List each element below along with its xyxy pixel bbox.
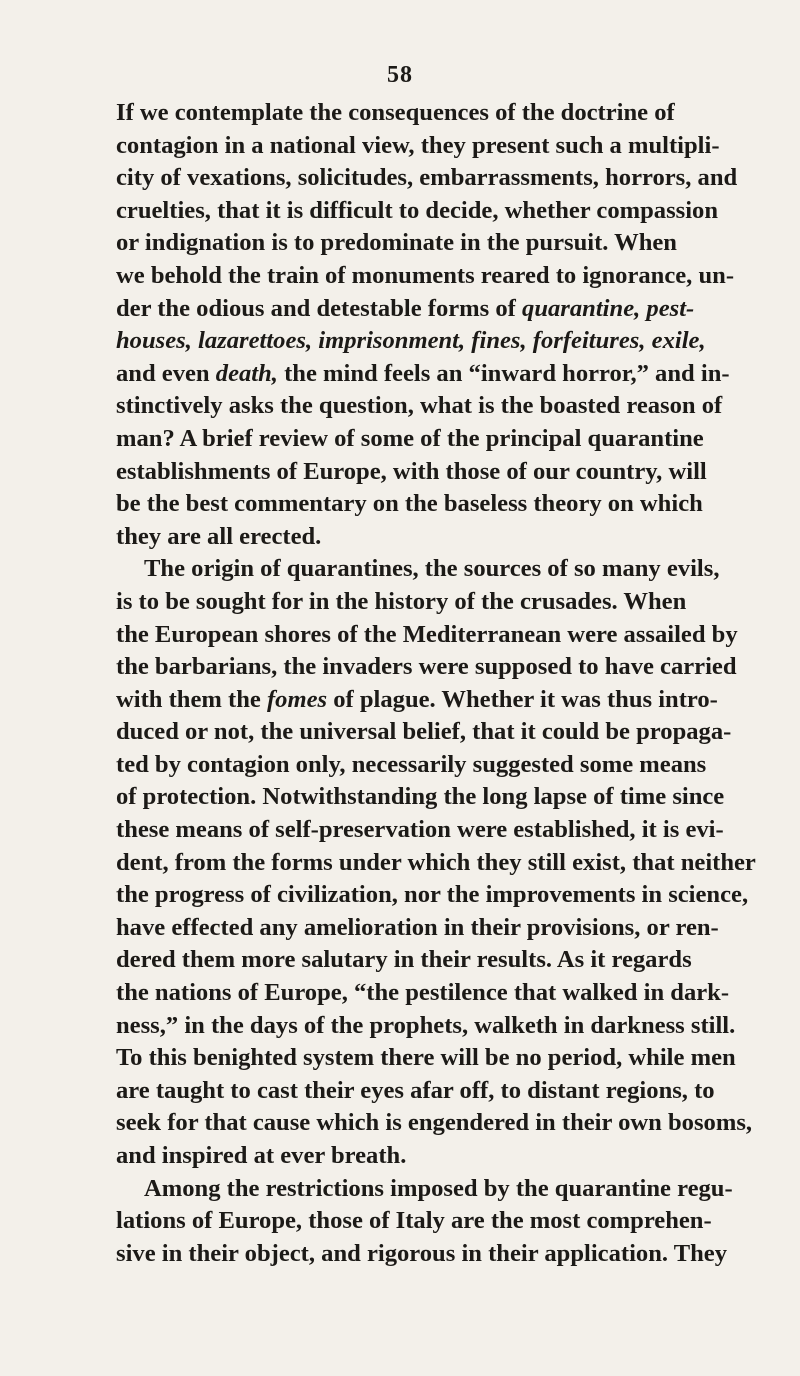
text-line: stinctively asks the question, what is the boasted reason of bbox=[116, 392, 723, 420]
text-line: If we contemplate the consequences of the doctrine of bbox=[116, 99, 675, 126]
text-line: with them the fomes of plague. Whether it was thus intro- bbox=[116, 685, 718, 713]
text-line: the barbarians, the invaders were supposed to have carried bbox=[116, 653, 737, 681]
text-line: and even death, the mind feels an “inward horror,” and in- bbox=[116, 359, 730, 387]
text-line: dent, from the forms under which they still exist, that neither bbox=[116, 848, 756, 876]
text-line: is to be sought for in the history of the crusades. When bbox=[116, 587, 687, 615]
text-line: ted by contagion only, necessarily suggested some means bbox=[116, 750, 707, 778]
italic-text: fomes bbox=[266, 685, 328, 713]
text-line: To this benighted system there will be no period, while men bbox=[116, 1044, 736, 1072]
text-line: ness,” in the days of the prophets, walketh in darkness still. bbox=[116, 1011, 736, 1039]
text-line: duced or not, the universal belief, that it could be propaga- bbox=[116, 718, 732, 746]
text-line: seek for that cause which is engendered in their own bosoms, bbox=[116, 1109, 753, 1137]
text-line: establishments of Europe, with those of our country, will bbox=[116, 457, 707, 485]
text-line: and inspired at ever breath. bbox=[116, 1142, 407, 1169]
text-line: sive in their object, and rigorous in their application. They bbox=[116, 1239, 728, 1267]
text-line: the progress of civilization, nor the improvements in science, bbox=[116, 881, 749, 909]
page-number: 58 bbox=[387, 62, 413, 88]
text-line: dered them more salutary in their results. As it regards bbox=[116, 946, 692, 974]
text-line: lations of Europe, those of Italy are the most comprehen- bbox=[116, 1207, 712, 1235]
paragraph bbox=[116, 553, 800, 1172]
text-line: city of vexations, solicitudes, embarrassments, horrors, and bbox=[116, 164, 738, 192]
text-line: Among the restrictions imposed by the quarantine regu- bbox=[144, 1174, 733, 1202]
italic-text: quarantine, pest- bbox=[522, 294, 695, 322]
paragraph bbox=[116, 1173, 800, 1271]
paragraph bbox=[116, 97, 800, 553]
text-line: are taught to cast their eyes afar off, to distant regions, to bbox=[116, 1076, 715, 1104]
text-line bbox=[116, 325, 800, 358]
text-line: contagion in a national view, they present such a multipli- bbox=[116, 131, 720, 159]
text-line: the European shores of the Mediterranean were assailed by bbox=[116, 620, 738, 648]
text-line: these means of self-preservation were established, it is evi- bbox=[116, 816, 724, 844]
text-line: have effected any amelioration in their provisions, or ren- bbox=[116, 913, 719, 941]
italic-text: death, bbox=[215, 359, 278, 387]
text-line: we behold the train of monuments reared to ignorance, un- bbox=[116, 261, 735, 289]
text-line: cruelties, that it is difficult to decide, whether compassion bbox=[116, 196, 719, 224]
body-text bbox=[116, 97, 800, 1270]
text-line: The origin of quarantines, the sources of so many evils, bbox=[144, 555, 720, 583]
text-line: of protection. Notwithstanding the long lapse of time since bbox=[116, 783, 725, 811]
text-line: der the odious and detestable forms of quarantine, pest- bbox=[116, 294, 695, 322]
text-line: be the best commentary on the baseless theory on which bbox=[116, 490, 703, 518]
text-line: they are all erected. bbox=[116, 522, 322, 550]
italic-text: houses, lazarettoes, imprisonment, fines, forfeitures, exile, bbox=[116, 327, 706, 355]
text-line: the nations of Europe, “the pestilence that walked in dark- bbox=[116, 979, 730, 1007]
text-line: man? A brief review of some of the principal quarantine bbox=[116, 424, 704, 452]
text-line: or indignation is to predominate in the pursuit. When bbox=[116, 229, 677, 257]
